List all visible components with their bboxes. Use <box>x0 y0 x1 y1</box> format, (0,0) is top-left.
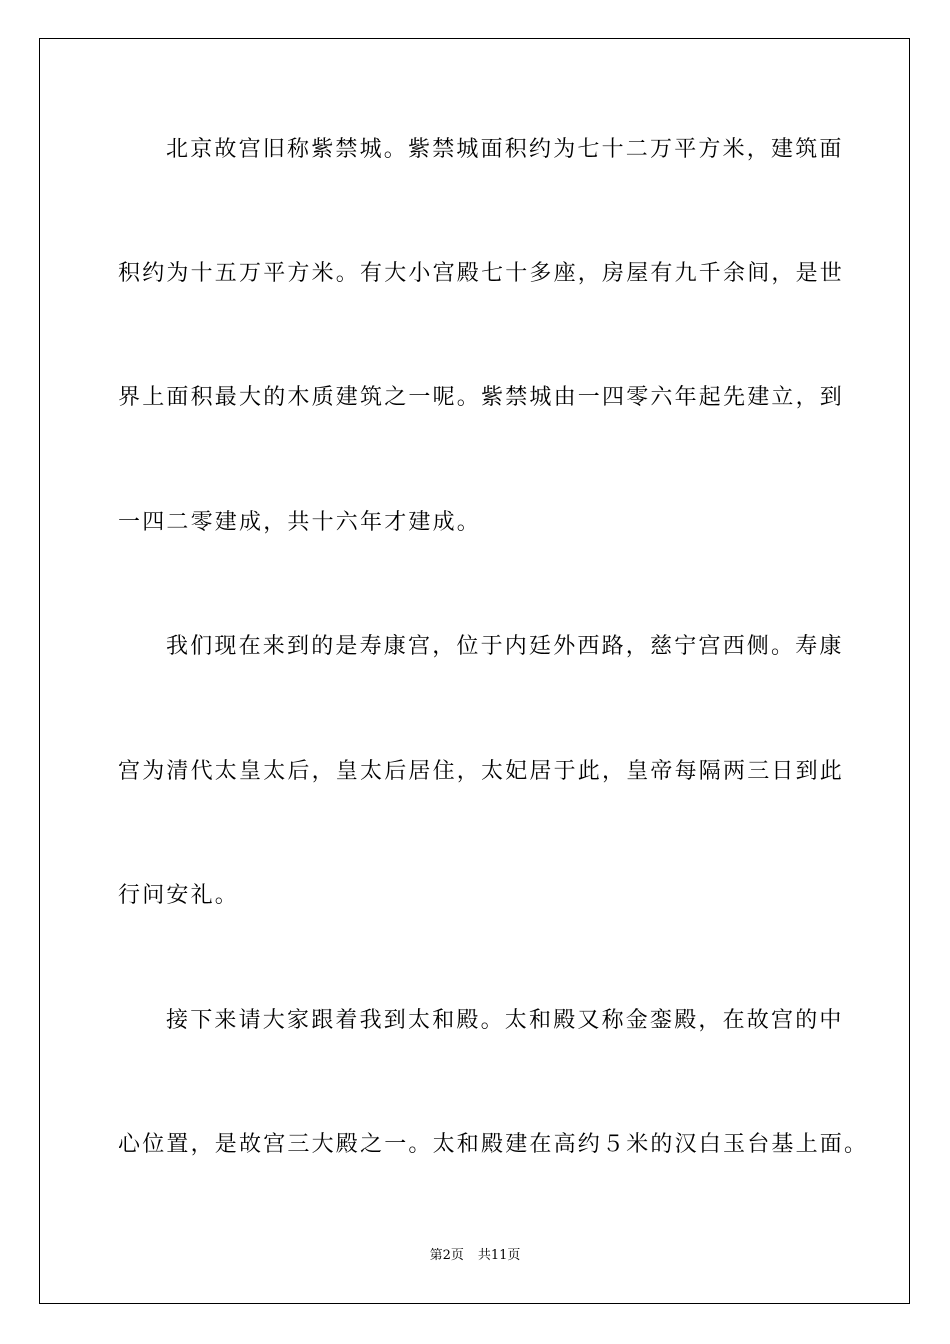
page-footer <box>0 1248 950 1264</box>
text-line: 一四二零建成，共十六年才建成。 <box>118 510 482 535</box>
text-line: 积约为十五万平方米。有大小宫殿七十多座，房屋有九千余间，是世 <box>118 261 845 286</box>
text-line: 宫为清代太皇太后，皇太后居住，太妃居于此，皇帝每隔两三日到此 <box>118 759 845 784</box>
text-line: 行问安礼。 <box>118 883 240 908</box>
text-line: 北京故宫旧称紫禁城。紫禁城面积约为七十二万平方米，建筑面 <box>166 137 844 162</box>
page-total: 共11页 <box>477 1248 521 1263</box>
text-line: 心位置，是故宫三大殿之一。太和殿建在高约５米的汉白玉台基上面。 <box>118 1132 869 1157</box>
text-line: 接下来请大家跟着我到太和殿。太和殿又称金銮殿，在故宫的中 <box>166 1008 844 1033</box>
page-border <box>39 38 910 1304</box>
page-number: 第2页 <box>429 1248 464 1263</box>
text-line: 我们现在来到的是寿康宫，位于内廷外西路，慈宁宫西侧。寿康 <box>166 634 844 659</box>
text-line: 界上面积最大的木质建筑之一呢。紫禁城由一四零六年起先建立，到 <box>118 385 845 410</box>
